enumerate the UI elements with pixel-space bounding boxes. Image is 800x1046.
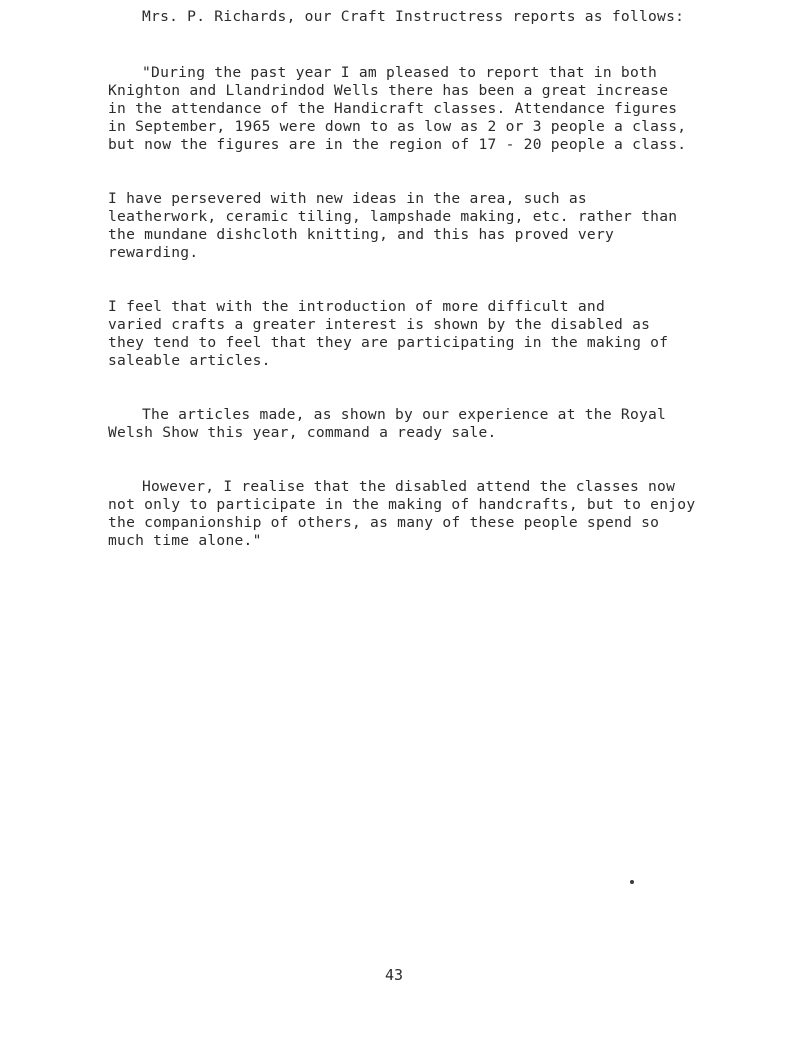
text-line: However, I realise that the disabled attend the classes now — [142, 478, 676, 495]
intro-line: Mrs. P. Richards, our Craft Instructress reports as follows: — [142, 8, 685, 25]
text-line: rewarding. — [108, 244, 199, 261]
text-line: I feel that with the introduction of more difficult and — [108, 298, 605, 315]
text-line: but now the figures are in the region of 17 - 20 people a class. — [108, 136, 687, 153]
text-line: in September, 1965 were down to as low as 2 or 3 people a class, — [108, 118, 687, 135]
text-line: The articles made, as shown by our experience at the Royal — [142, 406, 667, 423]
text-line: Welsh Show this year, command a ready sale. — [108, 424, 497, 441]
text-line: "During the past year I am pleased to report that in both — [142, 64, 658, 81]
text-line: I have persevered with new ideas in the area, such as — [108, 190, 587, 207]
page-number: 43 — [385, 966, 404, 984]
stray-mark — [630, 880, 634, 884]
text-line: not only to participate in the making of handcrafts, but to enjoy — [108, 496, 696, 513]
text-line: saleable articles. — [108, 352, 271, 369]
text-line: they tend to feel that they are participating in the making of — [108, 334, 669, 351]
text-line: varied crafts a greater interest is shown by the disabled as — [108, 316, 651, 333]
text-line: Knighton and Llandrindod Wells there has been a great increase — [108, 82, 669, 99]
text-line: much time alone." — [108, 532, 262, 549]
text-line: the companionship of others, as many of these people spend so — [108, 514, 660, 531]
text-line: leatherwork, ceramic tiling, lampshade making, etc. rather than — [108, 208, 678, 225]
text-line: the mundane dishcloth knitting, and this has proved very — [108, 226, 615, 243]
text-line: in the attendance of the Handicraft classes. Attendance figures — [108, 100, 678, 117]
